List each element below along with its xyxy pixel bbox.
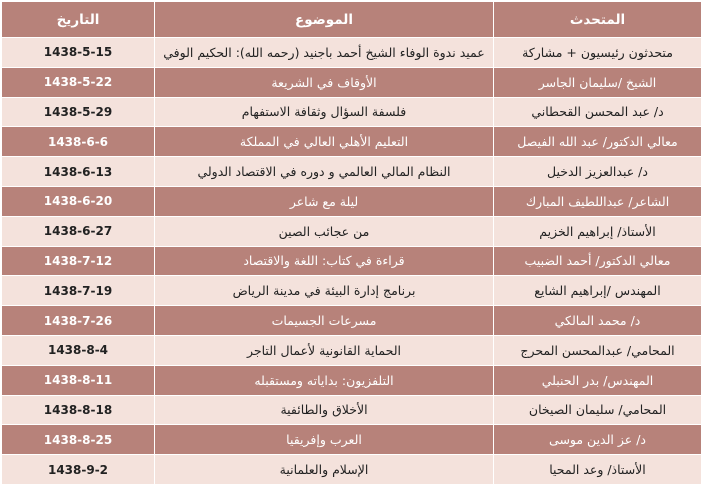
topic-cell: برنامج إدارة البيئة في مدينة الرياض	[155, 276, 494, 306]
date-cell: 1438-8-4	[2, 335, 155, 365]
topic-cell: الأخلاق والطائفية	[155, 395, 494, 425]
table-body	[2, 38, 702, 485]
speaker-cell: د/ عبدالعزيز الدخيل	[494, 157, 702, 187]
table-row	[2, 425, 702, 455]
speaker-cell: المحامي/ عبدالمحسن المحرج	[494, 335, 702, 365]
speaker-cell: معالي الدكتور/ عبد الله الفيصل	[494, 127, 702, 157]
speaker-cell: د/ عز الدين موسى	[494, 425, 702, 455]
table-row	[2, 157, 702, 187]
date-cell: 1438-8-25	[2, 425, 155, 455]
date-cell: 1438-6-27	[2, 216, 155, 246]
table-row	[2, 276, 702, 306]
lecture-schedule-table	[1, 1, 702, 485]
date-cell: 1438-6-20	[2, 186, 155, 216]
topic-cell: النظام المالي العالمي و دوره في الاقتصاد الدولي	[155, 157, 494, 187]
table-row	[2, 395, 702, 425]
date-cell: 1438-7-19	[2, 276, 155, 306]
date-cell: 1438-8-18	[2, 395, 155, 425]
table-row	[2, 335, 702, 365]
date-cell: 1438-7-26	[2, 306, 155, 336]
table-row	[2, 38, 702, 68]
header-date: التاريخ	[2, 2, 155, 38]
speaker-cell: معالي الدكتور/ أحمد الضبيب	[494, 246, 702, 276]
speaker-cell: متحدثون رئيسيون + مشاركة	[494, 38, 702, 68]
topic-cell: التعليم الأهلي العالي في المملكة	[155, 127, 494, 157]
speaker-cell: المهندس /إبراهيم الشايع	[494, 276, 702, 306]
speaker-cell: د/ عبد المحسن القحطاني	[494, 97, 702, 127]
topic-cell: من عجائب الصين	[155, 216, 494, 246]
topic-cell: الأوقاف في الشريعة	[155, 67, 494, 97]
table-row	[2, 365, 702, 395]
table-row	[2, 67, 702, 97]
topic-cell: فلسفة السؤال وثقافة الاستفهام	[155, 97, 494, 127]
speaker-cell: الشاعر/ عبداللطيف المبارك	[494, 186, 702, 216]
speaker-cell: الأستاذ/ وعد المحيا	[494, 455, 702, 485]
date-cell: 1438-6-13	[2, 157, 155, 187]
header-row	[2, 2, 702, 38]
table-row	[2, 246, 702, 276]
table-row	[2, 97, 702, 127]
topic-cell: مسرعات الجسيمات	[155, 306, 494, 336]
date-cell: 1438-7-12	[2, 246, 155, 276]
topic-cell: الإسلام والعلمانية	[155, 455, 494, 485]
date-cell: 1438-5-15	[2, 38, 155, 68]
topic-cell: العرب وإفريقيا	[155, 425, 494, 455]
header-speaker: المتحدث	[494, 2, 702, 38]
header-topic: الموضوع	[155, 2, 494, 38]
speaker-cell: د/ محمد المالكي	[494, 306, 702, 336]
date-cell: 1438-6-6	[2, 127, 155, 157]
date-cell: 1438-9-2	[2, 455, 155, 485]
table-row	[2, 186, 702, 216]
table-row	[2, 216, 702, 246]
speaker-cell: المحامي/ سليمان الصيخان	[494, 395, 702, 425]
table-row	[2, 455, 702, 485]
table-header	[2, 2, 702, 38]
table-row	[2, 127, 702, 157]
topic-cell: الحماية القانونية لأعمال التاجر	[155, 335, 494, 365]
date-cell: 1438-5-29	[2, 97, 155, 127]
topic-cell: ليلة مع شاعر	[155, 186, 494, 216]
date-cell: 1438-8-11	[2, 365, 155, 395]
topic-cell: قراءة في كتاب: اللغة والاقتصاد	[155, 246, 494, 276]
topic-cell: التلفزيون: بداياته ومستقبله	[155, 365, 494, 395]
date-cell: 1438-5-22	[2, 67, 155, 97]
table-row	[2, 306, 702, 336]
speaker-cell: الشيخ /سليمان الجاسر	[494, 67, 702, 97]
speaker-cell: المهندس/ بدر الحنبلي	[494, 365, 702, 395]
speaker-cell: الأستاذ/ إبراهيم الخزيم	[494, 216, 702, 246]
topic-cell: عميد ندوة الوفاء الشيخ أحمد باجنيد (رحمه الله): الحكيم الوفي	[155, 38, 494, 68]
